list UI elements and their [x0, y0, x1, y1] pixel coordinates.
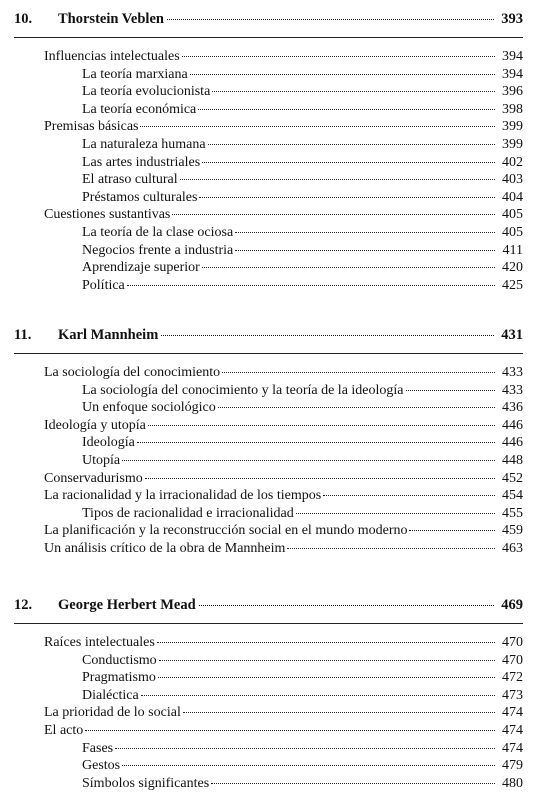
entry-list — [0, 49, 533, 295]
entry-title: La teoría evolucionista — [82, 84, 211, 100]
entry-title: El acto — [44, 722, 84, 738]
entry-page-number: 474 — [502, 740, 523, 756]
dot-leader — [190, 74, 495, 75]
dot-leader — [85, 730, 495, 731]
entry-page-number: 433 — [502, 365, 523, 380]
dot-leader — [235, 232, 495, 233]
chapter-number: 12. — [14, 597, 33, 613]
entry-title: Ideología — [82, 435, 135, 451]
dot-leader — [323, 495, 495, 496]
entry-title: Política — [82, 277, 125, 293]
dot-leader — [141, 695, 495, 696]
dot-leader — [235, 250, 495, 251]
toc-entry — [44, 541, 523, 559]
dot-leader — [167, 19, 494, 20]
dot-leader — [159, 660, 495, 661]
chapter-page-number: 431 — [501, 327, 523, 343]
entry-title: Raíces intelectuales — [44, 635, 155, 650]
entry-title: Premisas básicas — [44, 119, 139, 135]
entry-title: Negocios frente a industria — [82, 242, 234, 258]
entry-title: Un enfoque sociológico — [82, 400, 216, 416]
entry-title: La sociología del conocimiento — [44, 365, 221, 380]
dot-leader — [183, 712, 495, 713]
entry-page-number: 404 — [502, 189, 523, 205]
chapter-number: 11. — [14, 327, 32, 343]
entry-title: Las artes industriales — [82, 154, 201, 170]
entry-title: Utopía — [82, 452, 121, 468]
toc-entry — [82, 102, 523, 120]
entry-page-number: 420 — [502, 260, 523, 276]
dot-leader — [198, 109, 495, 110]
toc-entry — [82, 453, 523, 471]
entry-title: Influencias intelectuales — [44, 49, 180, 64]
entry-title: Dialéctica — [82, 687, 139, 703]
entry-page-number: 448 — [502, 452, 523, 468]
dot-leader — [145, 478, 495, 479]
dot-leader — [218, 407, 495, 408]
dot-leader — [137, 442, 495, 443]
entry-page-number: 436 — [502, 400, 523, 416]
entry-page-number: 454 — [502, 488, 523, 504]
chapter-title: Thorstein Veblen — [58, 11, 164, 27]
toc-entry — [82, 84, 523, 102]
entry-title: La sociología del conocimiento y la teoría de la ideología — [82, 382, 404, 398]
dot-leader — [202, 162, 495, 163]
entry-list — [0, 365, 533, 559]
toc-entry — [44, 119, 523, 137]
dot-leader — [161, 335, 494, 336]
dot-leader — [296, 513, 495, 514]
entry-page-number: 455 — [502, 505, 523, 521]
entry-title: Conductismo — [82, 652, 157, 668]
dot-leader — [180, 179, 495, 180]
toc-entry — [44, 471, 523, 489]
entry-title: Pragmatismo — [82, 670, 156, 686]
dot-leader — [208, 144, 495, 145]
toc-entry — [82, 400, 523, 418]
entry-page-number: 452 — [502, 470, 523, 486]
entry-title: Fases — [82, 740, 114, 756]
entry-title: La teoría marxiana — [82, 66, 188, 82]
entry-page-number: 394 — [502, 66, 523, 82]
dot-leader — [199, 197, 495, 198]
dot-leader — [212, 91, 495, 92]
dot-leader — [406, 390, 495, 391]
toc-entry — [44, 418, 523, 436]
dot-leader — [182, 56, 495, 57]
entry-page-number: 473 — [502, 687, 523, 703]
dot-leader — [127, 285, 495, 286]
entry-title: El atraso cultural — [82, 172, 178, 188]
toc-entry — [44, 207, 523, 225]
entry-page-number: 399 — [502, 136, 523, 152]
dot-leader — [172, 214, 495, 215]
entry-page-number: 425 — [502, 277, 523, 293]
toc-entry — [82, 172, 523, 190]
toc-entry — [82, 137, 523, 155]
entry-page-number: 470 — [502, 652, 523, 668]
entry-title: La naturaleza humana — [82, 136, 206, 152]
dot-leader — [211, 783, 495, 784]
entry-title: La teoría de la clase ociosa — [82, 224, 234, 240]
chapter-heading — [14, 327, 523, 345]
entry-page-number: 470 — [502, 635, 523, 650]
toc-entry — [82, 278, 523, 296]
dot-leader — [157, 642, 495, 643]
entry-page-number: 396 — [502, 84, 523, 100]
entry-page-number: 474 — [502, 722, 523, 738]
chapter-heading — [14, 11, 523, 29]
toc-entry — [44, 523, 523, 541]
entry-title: Ideología y utopía — [44, 417, 146, 433]
toc-entry — [82, 260, 523, 278]
dot-leader — [202, 267, 495, 268]
entry-page-number: 405 — [502, 224, 523, 240]
chapter-divider — [14, 623, 523, 624]
toc-entry — [82, 653, 523, 671]
toc-entry — [82, 506, 523, 524]
toc-entry — [44, 705, 523, 723]
toc-entry — [82, 225, 523, 243]
toc-entry — [82, 776, 523, 794]
chapter-title: George Herbert Mead — [58, 597, 196, 613]
entry-title: Conservadurismo — [44, 470, 143, 486]
dot-leader — [222, 372, 495, 373]
toc-entry — [82, 435, 523, 453]
chapter-page-number: 469 — [501, 597, 523, 613]
dot-leader — [158, 677, 495, 678]
entry-title: Gestos — [82, 758, 121, 774]
entry-page-number: 399 — [502, 119, 523, 135]
entry-page-number: 403 — [502, 172, 523, 188]
toc-entry — [82, 67, 523, 85]
entry-page-number: 459 — [502, 523, 523, 539]
entry-page-number: 405 — [502, 207, 523, 223]
chapter-divider — [14, 37, 523, 38]
entry-title: Aprendizaje superior — [82, 260, 200, 276]
entry-title: Un análisis crítico de la obra de Mannheim — [44, 540, 286, 556]
entry-page-number: 474 — [502, 705, 523, 721]
dot-leader — [115, 748, 495, 749]
entry-page-number: 472 — [502, 670, 523, 686]
dot-leader — [199, 605, 494, 606]
dot-leader — [148, 425, 495, 426]
chapter-title: Karl Mannheim — [58, 327, 159, 343]
entry-title: Cuestiones sustantivas — [44, 207, 171, 223]
entry-page-number: 479 — [502, 758, 523, 774]
entry-page-number: 446 — [502, 417, 523, 433]
entry-title: La racionalidad y la irracionalidad de los tiempos — [44, 488, 322, 504]
chapter-number: 10. — [14, 11, 33, 27]
entry-page-number: 446 — [502, 435, 523, 451]
entry-page-number: 411 — [502, 242, 523, 258]
entry-page-number: 398 — [502, 101, 523, 117]
toc-entry — [82, 243, 523, 261]
toc-entry — [82, 383, 523, 401]
dot-leader — [140, 126, 495, 127]
entry-page-number: 402 — [502, 154, 523, 170]
toc-entry — [82, 155, 523, 173]
toc-entry — [44, 723, 523, 741]
toc-entry — [82, 758, 523, 776]
entry-page-number: 463 — [502, 540, 523, 556]
entry-title: Préstamos culturales — [82, 189, 198, 205]
toc-entry — [82, 190, 523, 208]
dot-leader — [287, 548, 495, 549]
entry-title: Símbolos significantes — [82, 775, 210, 791]
toc-entry — [44, 635, 523, 653]
toc-entry — [82, 688, 523, 706]
entry-title: Tipos de racionalidad e irracionalidad — [82, 505, 294, 521]
entry-page-number: 480 — [502, 775, 523, 791]
toc-entry — [82, 741, 523, 759]
dot-leader — [409, 530, 495, 531]
entry-list — [0, 635, 533, 793]
entry-page-number: 433 — [502, 382, 523, 398]
entry-page-number: 394 — [502, 49, 523, 64]
entry-title: La planificación y la reconstrucción social en el mundo moderno — [44, 523, 408, 539]
toc-entry — [44, 488, 523, 506]
entry-title: La prioridad de lo social — [44, 705, 181, 721]
entry-title: La teoría económica — [82, 101, 197, 117]
chapter-divider — [14, 353, 523, 354]
toc-entry — [44, 365, 523, 383]
chapter-heading — [14, 597, 523, 615]
dot-leader — [122, 765, 495, 766]
dot-leader — [122, 460, 495, 461]
toc-entry — [82, 670, 523, 688]
chapter-page-number: 393 — [501, 11, 523, 27]
toc-entry — [44, 49, 523, 67]
